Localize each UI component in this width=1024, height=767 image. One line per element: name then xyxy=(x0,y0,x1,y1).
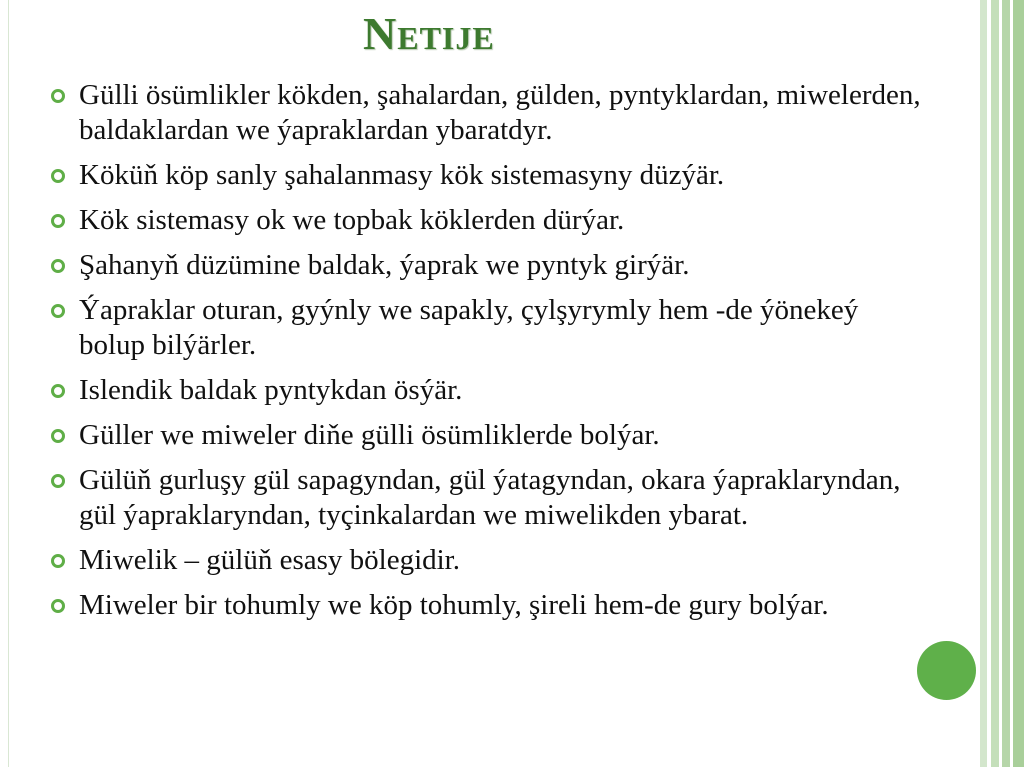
decor-stripe xyxy=(1002,0,1010,767)
bullet-item xyxy=(48,588,928,623)
bullet-text: Islendik baldak pyntykdan ösýär. xyxy=(79,374,463,406)
bullet-item xyxy=(48,293,928,363)
ring-bullet-icon xyxy=(51,259,65,273)
bullet-text: Miweler bir tohumly we köp tohumly, şireli hem-de gury bolýar. xyxy=(79,589,829,621)
ring-bullet-icon xyxy=(51,384,65,398)
bullet-text: Şahanyň düzümine baldak, ýaprak we pyntyk girýär. xyxy=(79,249,690,281)
bullet-item xyxy=(48,203,928,238)
bullet-text: Güller we miweler diňe gülli ösümliklerde bolýar. xyxy=(79,419,660,451)
decor-stripe xyxy=(980,0,987,767)
green-circle-icon xyxy=(917,641,976,700)
ring-bullet-icon xyxy=(51,429,65,443)
bullet-text: Köküň köp sanly şahalanmasy kök sistemasyny düzýär. xyxy=(79,159,725,191)
bullet-text: Miwelik – gülüň esasy bölegidir. xyxy=(79,544,460,576)
bullet-item xyxy=(48,543,928,578)
bullet-text: Gülli ösümlikler kökden, şahalardan, gülden, pyntyklardan, miwelerden, baldaklardan we ýapraklardan ybaratdyr. xyxy=(79,79,921,146)
bullet-item xyxy=(48,463,928,533)
bullet-text: Ýapraklar oturan, gyýnly we sapakly, çylşyrymly hem -de ýönekeý bolup bilýärler. xyxy=(79,294,859,361)
ring-bullet-icon xyxy=(51,554,65,568)
bullet-item xyxy=(48,248,928,283)
slide-title: Netije xyxy=(363,8,495,59)
bullet-item xyxy=(48,78,928,148)
ring-bullet-icon xyxy=(51,599,65,613)
ring-bullet-icon xyxy=(51,89,65,103)
decor-stripe xyxy=(1013,0,1024,767)
ring-bullet-icon xyxy=(51,474,65,488)
bullet-list xyxy=(48,78,928,633)
bullet-item xyxy=(48,418,928,453)
bullet-text: Gülüň gurluşy gül sapagyndan, gül ýatagyndan, okara ýapraklaryndan, gül ýapraklaryndan, tyçinkalardan we miwelikden ybarat. xyxy=(79,464,901,531)
ring-bullet-icon xyxy=(51,214,65,228)
left-border xyxy=(0,0,9,767)
bullet-item xyxy=(48,373,928,408)
ring-bullet-icon xyxy=(51,169,65,183)
ring-bullet-icon xyxy=(51,304,65,318)
bullet-text: Kök sistemasy ok we topbak köklerden dürýar. xyxy=(79,204,625,236)
bullet-item xyxy=(48,158,928,193)
decor-stripe xyxy=(991,0,999,767)
